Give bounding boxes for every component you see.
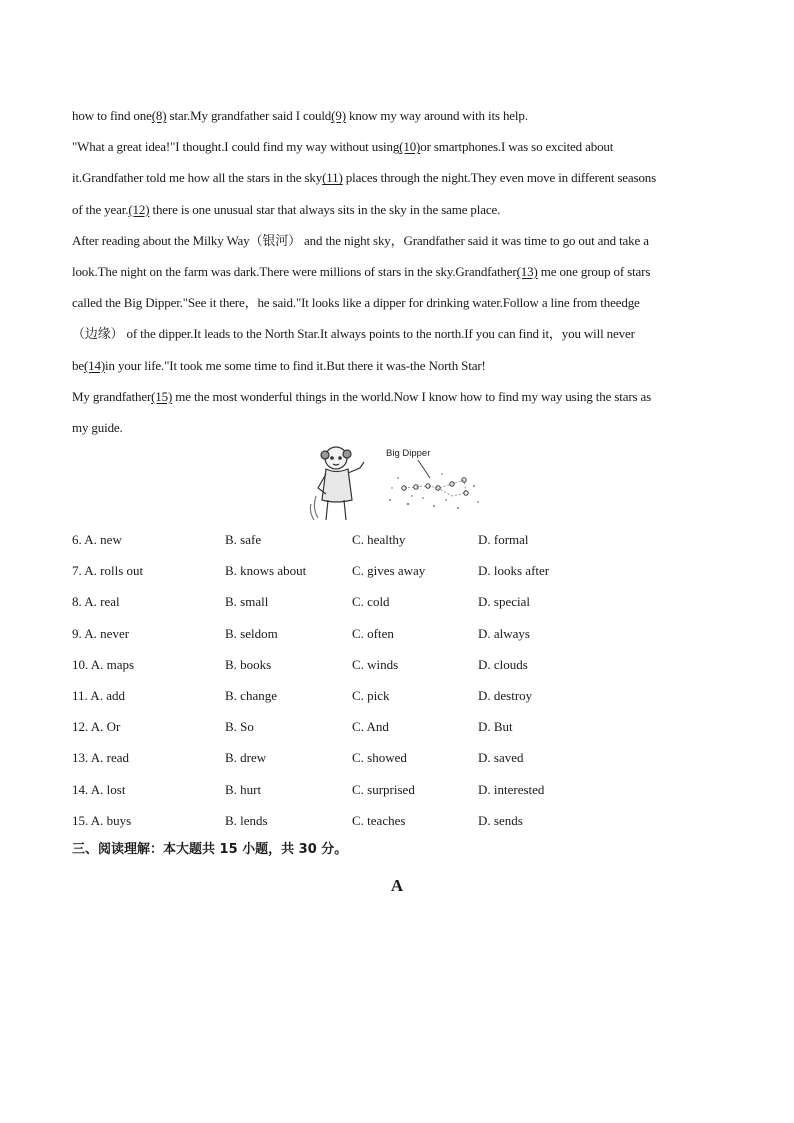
option-a: 14. A. lost xyxy=(72,781,126,797)
option-c: C. teaches xyxy=(352,812,406,828)
option-d: D. interested xyxy=(478,781,545,797)
passage-line: my guide. xyxy=(72,419,123,435)
passage-text xyxy=(72,100,724,443)
question-row-6 xyxy=(72,524,692,555)
option-a: 11. A. add xyxy=(72,687,125,703)
option-b: B. lends xyxy=(225,812,268,828)
option-b: B. seldom xyxy=(225,625,278,641)
blank-13: (13) xyxy=(516,263,538,279)
passage-line: "What a great idea!"I thought.I could find my way without using(10)or smartphones.I was so excited about xyxy=(72,139,614,155)
passage-line: After reading about the Milky Way（银河） and the night sky，Grandfather said it was time to go out and take a xyxy=(72,232,649,248)
option-d: D. formal xyxy=(478,532,529,547)
question-row-10 xyxy=(72,649,692,680)
option-a: 7. A. rolls out xyxy=(72,563,144,579)
passage-line: look.The night on the farm was dark.There were millions of stars in the sky.Grandfather(13) me one group of stars xyxy=(72,263,651,279)
question-row-14 xyxy=(72,774,692,805)
option-a: 13. A. read xyxy=(72,750,130,766)
passage-line: called the Big Dipper."See it there，he said."It looks like a dipper for drinking water.Follow a line from theedge xyxy=(72,295,640,311)
illustration-label: Big Dipper xyxy=(386,448,431,459)
option-d: D. looks after xyxy=(478,563,550,579)
option-c: C. And xyxy=(352,719,389,735)
option-b: B. knows about xyxy=(225,563,307,579)
question-row-9 xyxy=(72,618,692,649)
question-row-11 xyxy=(72,680,692,711)
option-b: B. books xyxy=(225,656,272,672)
question-row-15 xyxy=(72,805,692,836)
option-c: C. showed xyxy=(352,750,407,766)
option-a: 12. A. Or xyxy=(72,719,121,735)
blank-14: (14) xyxy=(83,357,106,373)
part-label: A xyxy=(390,876,404,895)
question-row-12 xyxy=(72,711,692,742)
option-c: C. gives away xyxy=(352,563,426,579)
passage-line: of the year.(12) there is one unusual star that always sits in the sky in the same place. xyxy=(72,201,501,217)
blank-8: (8) xyxy=(151,108,167,123)
option-c: C. surprised xyxy=(352,781,415,797)
grandfather-pointing-at-stars-icon xyxy=(308,438,484,522)
option-d: D. saved xyxy=(478,750,524,766)
question-row-7 xyxy=(72,555,692,586)
option-c: C. winds xyxy=(352,656,399,672)
section-heading: 三、阅读理解：本大题共 15 小题，共 30 分。 xyxy=(72,842,348,857)
blank-12: (12) xyxy=(128,201,150,217)
option-a: 8. A. real xyxy=(72,594,120,610)
option-a: 10. A. maps xyxy=(72,656,135,672)
blank-15: (15) xyxy=(151,388,173,404)
option-c: C. cold xyxy=(352,594,390,610)
option-c: C. often xyxy=(352,625,394,641)
option-d: D. But xyxy=(478,719,513,735)
passage-line: My grandfather(15) me the most wonderful things in the world.Now I know how to find my way using the stars as xyxy=(72,388,652,404)
question-row-8 xyxy=(72,586,692,617)
option-b: B. change xyxy=(225,687,277,703)
option-b: B. So xyxy=(225,719,254,735)
blank-10: (10) xyxy=(399,139,421,155)
option-d: D. destroy xyxy=(478,687,533,703)
blank-11: (11) xyxy=(322,170,343,186)
option-a: 9. A. never xyxy=(72,625,130,641)
option-b: B. small xyxy=(225,594,269,610)
option-d: D. sends xyxy=(478,812,523,828)
option-c: C. healthy xyxy=(352,532,406,547)
option-a: 15. A. buys xyxy=(72,812,132,828)
option-c: C. pick xyxy=(352,687,390,703)
option-b: B. drew xyxy=(225,750,267,766)
option-d: D. special xyxy=(478,594,530,610)
option-d: D. clouds xyxy=(478,656,528,672)
question-row-13 xyxy=(72,742,692,773)
option-b: B. hurt xyxy=(225,781,262,797)
passage-line: （边缘） of the dipper.It leads to the North Star.It always points to the north.If you can find it，you will never xyxy=(72,326,635,342)
option-b: B. safe xyxy=(225,532,262,547)
passage-line: be(14)in your life."It took me some time to find it.But there it was-the North Star! xyxy=(72,357,486,373)
passage-line: it.Grandfather told me how all the stars in the sky(11) places through the night.They even move in different seasons xyxy=(72,170,657,186)
options-table xyxy=(72,524,692,836)
option-d: D. always xyxy=(478,625,530,641)
option-a: 6. A. new xyxy=(72,532,122,547)
blank-9: (9) xyxy=(331,108,346,123)
passage-line: how to find one(8) star.My grandfather said I could(9) know my way around with its help. xyxy=(72,108,528,123)
